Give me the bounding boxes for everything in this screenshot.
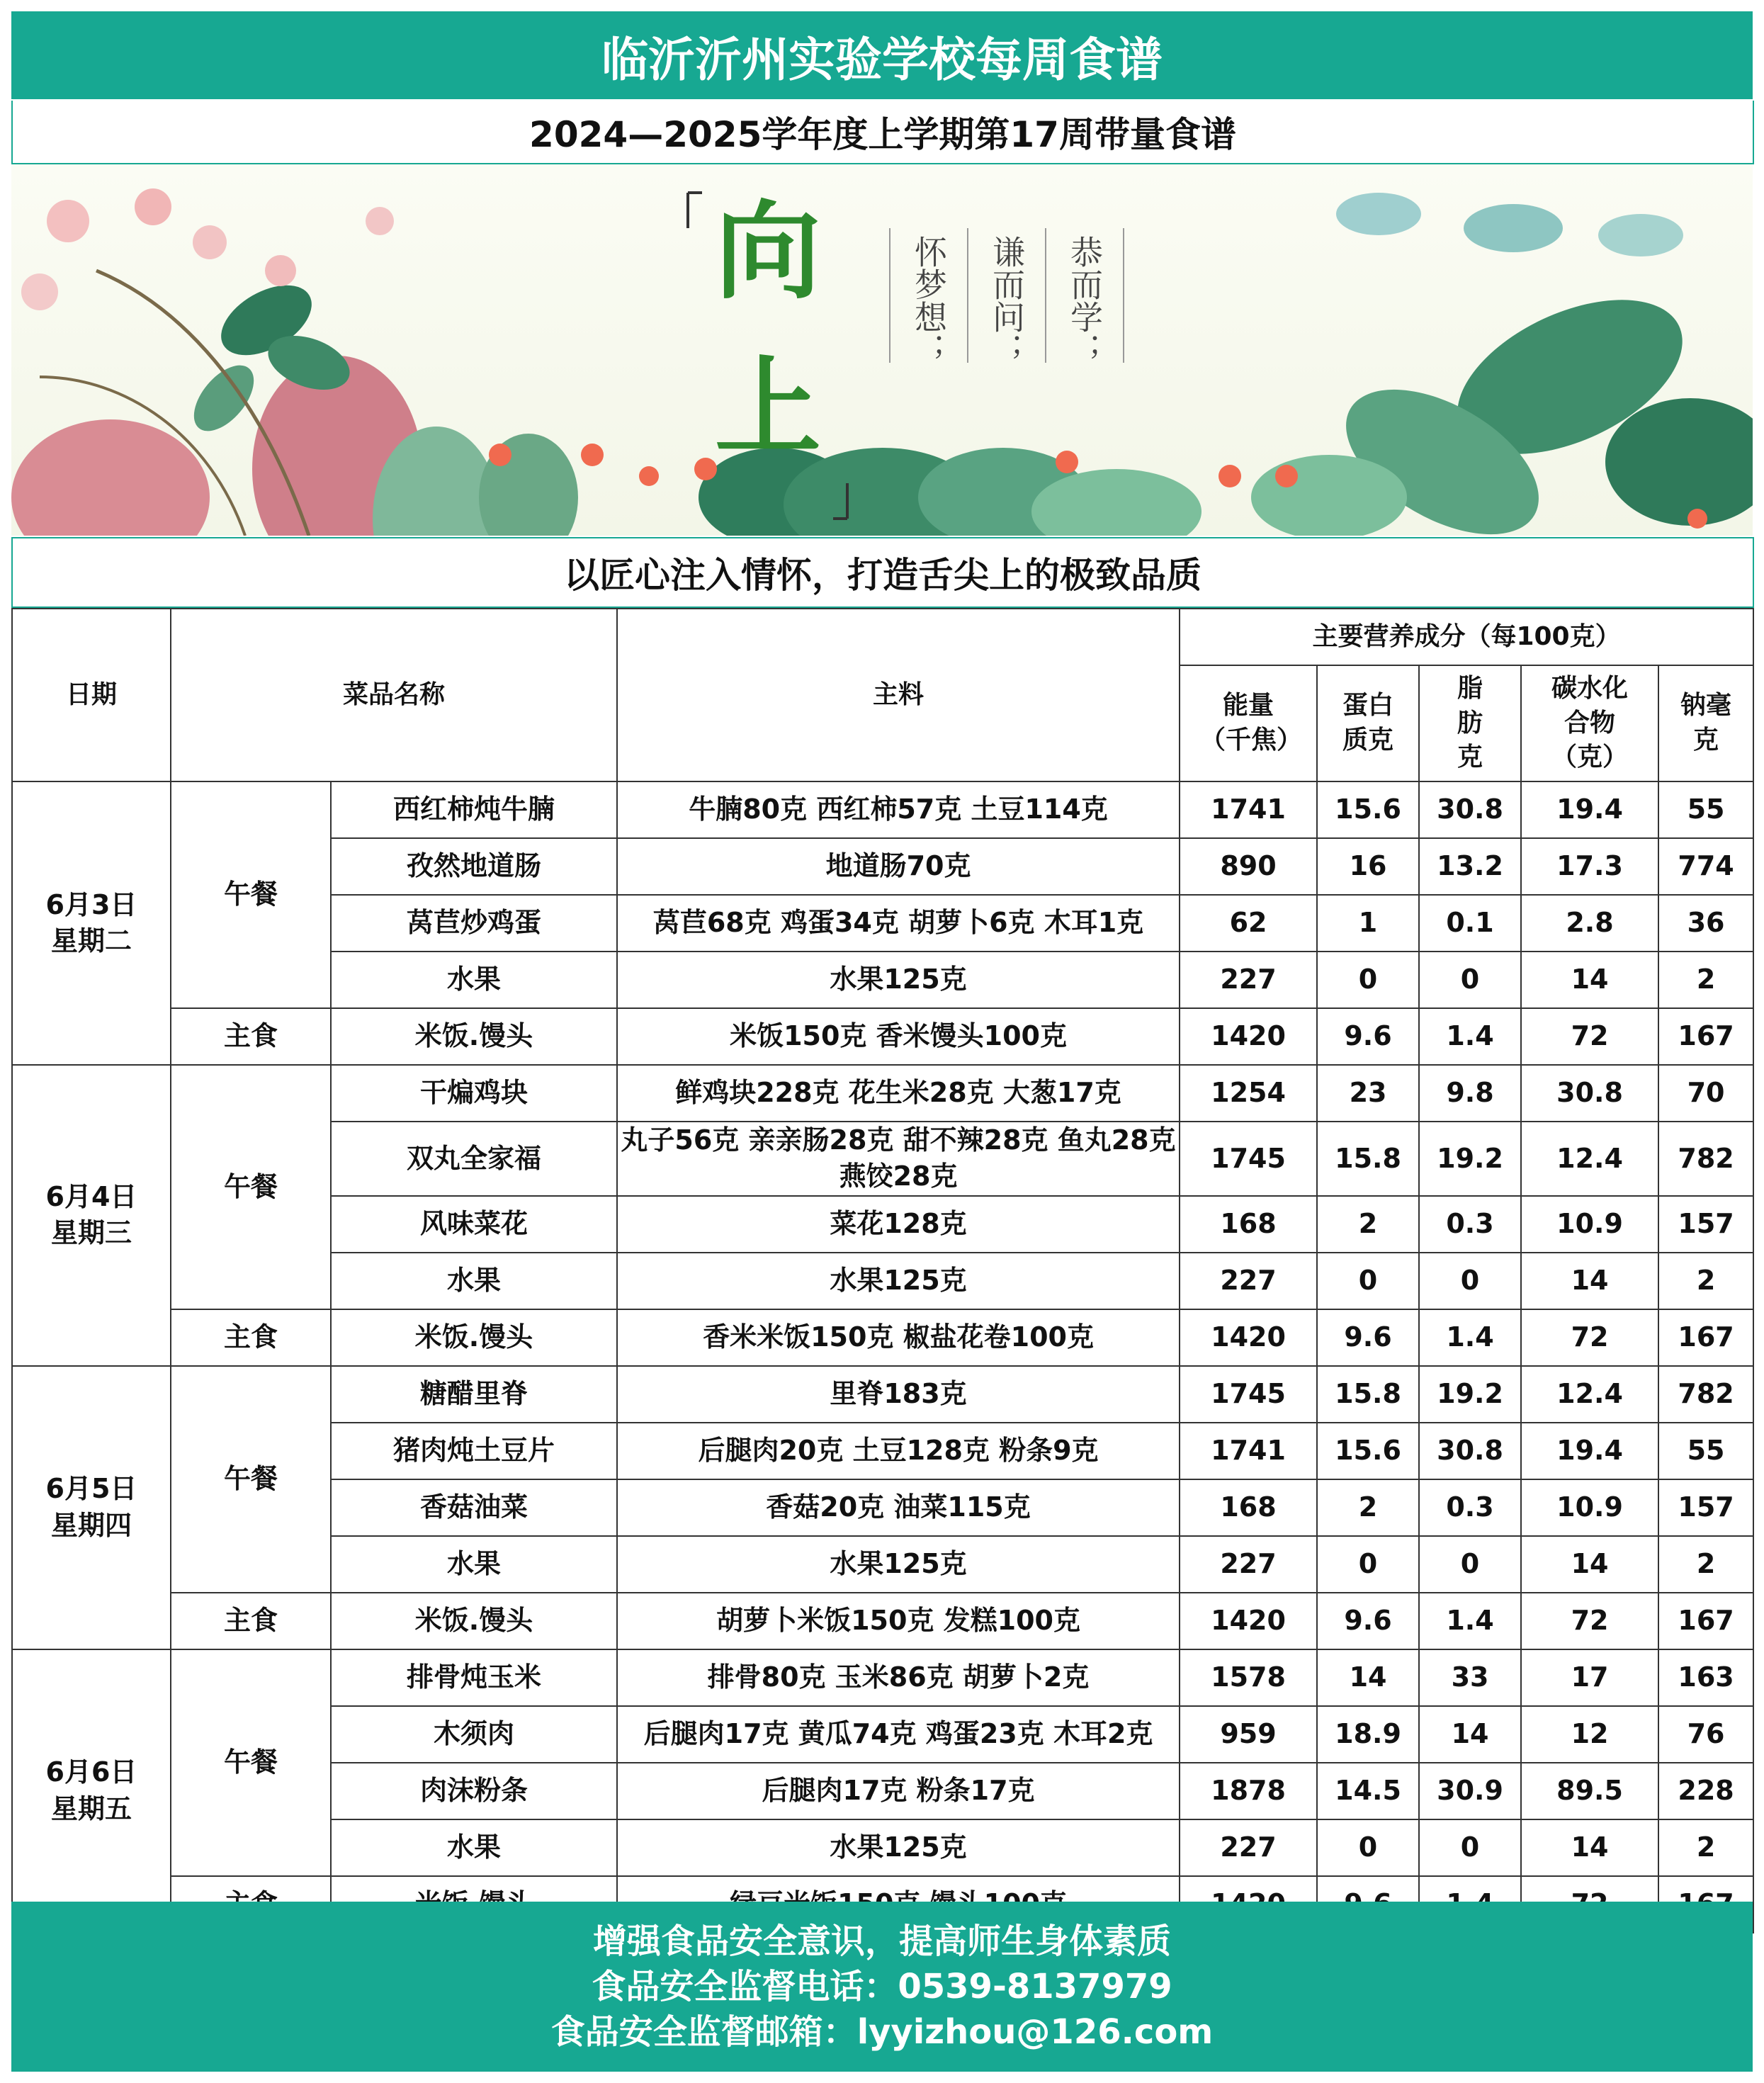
table-row (12, 1309, 1753, 1366)
sodium-value: 157 (1658, 1479, 1753, 1536)
protein-value: 0 (1317, 1819, 1419, 1876)
ingredients: 鲜鸡块228克 花生米28克 大葱17克 (617, 1065, 1180, 1122)
meal-type-staple: 主食 (171, 1008, 331, 1065)
fat-value: 0.3 (1419, 1479, 1521, 1536)
sodium-value: 167 (1658, 1008, 1753, 1065)
day-weekday: 星期二 (50, 925, 132, 956)
dish-name: 肉沫粉条 (331, 1763, 617, 1819)
carbs-value: 12.4 (1521, 1366, 1658, 1423)
dish-name: 水果 (331, 952, 617, 1008)
ingredients: 水果125克 (617, 1253, 1180, 1309)
sodium-value: 163 (1658, 1649, 1753, 1706)
meal-type-staple: 主食 (171, 1309, 331, 1366)
menu-table-body (12, 781, 1753, 1933)
day-weekday: 星期五 (50, 1793, 132, 1824)
table-row (12, 781, 1753, 838)
fat-value: 0 (1419, 1819, 1521, 1876)
day-date: 6月3日 (45, 888, 137, 920)
carbs-value: 12 (1521, 1706, 1658, 1763)
fat-value: 9.8 (1419, 1065, 1521, 1122)
ingredients: 胡萝卜米饭150克 发糕100克 (617, 1593, 1180, 1649)
header-protein: 蛋白质克 (1317, 665, 1419, 781)
sodium-value: 55 (1658, 1423, 1753, 1479)
ingredients: 后腿肉17克 黄瓜74克 鸡蛋23克 木耳2克 (617, 1706, 1180, 1763)
energy-value: 227 (1180, 1536, 1317, 1593)
header-ingredients: 主料 (617, 609, 1180, 781)
slogan: 以匠心注入情怀，打造舌尖上的极致品质 (11, 537, 1754, 608)
meal-type-lunch: 午餐 (171, 781, 331, 1008)
ingredients: 水果125克 (617, 1536, 1180, 1593)
day-date-cell (12, 1065, 171, 1366)
header-fat: 脂肪克 (1419, 665, 1521, 781)
energy-value: 227 (1180, 1253, 1317, 1309)
sodium-value: 2 (1658, 952, 1753, 1008)
protein-value: 16 (1317, 838, 1419, 895)
protein-value: 15.6 (1317, 781, 1419, 838)
ingredients: 里脊183克 (617, 1366, 1180, 1423)
sodium-value: 774 (1658, 838, 1753, 895)
protein-value: 18.9 (1317, 1706, 1419, 1763)
ingredients: 后腿肉20克 土豆128克 粉条9克 (617, 1423, 1180, 1479)
protein-value: 15.6 (1317, 1423, 1419, 1479)
fat-value: 30.9 (1419, 1763, 1521, 1819)
table-row (12, 1065, 1753, 1122)
carbs-value: 10.9 (1521, 1479, 1658, 1536)
fat-value: 14 (1419, 1706, 1521, 1763)
carbs-value: 14 (1521, 1536, 1658, 1593)
header-date: 日期 (12, 609, 171, 781)
bracket-open-icon (688, 193, 702, 228)
energy-value: 1420 (1180, 1593, 1317, 1649)
ingredients: 香米米饭150克 椒盐花卷100克 (617, 1309, 1180, 1366)
dish-name: 干煸鸡块 (331, 1065, 617, 1122)
meal-type-lunch: 午餐 (171, 1649, 331, 1876)
meal-type-lunch: 午餐 (171, 1065, 331, 1309)
protein-value: 15.8 (1317, 1366, 1419, 1423)
energy-value: 168 (1180, 1196, 1317, 1253)
sodium-value: 782 (1658, 1366, 1753, 1423)
footer-line-2: 食品安全监督电话：0539-8137979 (592, 1967, 1172, 2006)
dish-name: 双丸全家福 (331, 1122, 617, 1196)
day-weekday: 星期三 (50, 1217, 132, 1249)
sodium-value: 2 (1658, 1536, 1753, 1593)
ingredients: 地道肠70克 (617, 838, 1180, 895)
dish-name: 排骨炖玉米 (331, 1649, 617, 1706)
sodium-value: 55 (1658, 781, 1753, 838)
ingredients: 水果125克 (617, 1819, 1180, 1876)
energy-value: 1578 (1180, 1649, 1317, 1706)
left-flowers-illustration (11, 188, 659, 536)
sodium-value: 167 (1658, 1309, 1753, 1366)
energy-value: 890 (1180, 838, 1317, 895)
protein-value: 0 (1317, 1536, 1419, 1593)
header-carbs: 碳水化合物（克） (1521, 665, 1658, 781)
dish-name: 孜然地道肠 (331, 838, 617, 895)
protein-value: 9.6 (1317, 1008, 1419, 1065)
meal-type-staple: 主食 (171, 1593, 331, 1649)
fat-value: 0.1 (1419, 895, 1521, 952)
energy-value: 168 (1180, 1479, 1317, 1536)
header-nutrition-group: 主要营养成分（每100克） (1180, 609, 1753, 665)
fat-value: 33 (1419, 1649, 1521, 1706)
sodium-value: 2 (1658, 1253, 1753, 1309)
header-sodium: 钠毫克 (1658, 665, 1753, 781)
ingredients: 排骨80克 玉米86克 胡萝卜2克 (617, 1649, 1180, 1706)
day-date-cell (12, 781, 171, 1065)
sodium-value: 782 (1658, 1122, 1753, 1196)
banner (11, 164, 1753, 536)
footer-line-3: 食品安全监督邮箱：lyyizhou@126.com (550, 2012, 1214, 2052)
poem-column-2: 谦而问； (988, 235, 1026, 366)
energy-value: 1745 (1180, 1122, 1317, 1196)
energy-value: 959 (1180, 1706, 1317, 1763)
ingredients: 牛腩80克 西红柿57克 土豆114克 (617, 781, 1180, 838)
energy-value: 1745 (1180, 1366, 1317, 1423)
ingredients: 香菇20克 油菜115克 (617, 1479, 1180, 1536)
fat-value: 0 (1419, 1253, 1521, 1309)
protein-value: 1 (1317, 895, 1419, 952)
banner-big-char-2: 上 (714, 346, 822, 470)
sodium-value: 70 (1658, 1065, 1753, 1122)
carbs-value: 2.8 (1521, 895, 1658, 952)
page-title: 临沂沂州实验学校每周食谱 (11, 11, 1753, 99)
energy-value: 1741 (1180, 781, 1317, 838)
fat-value: 1.4 (1419, 1309, 1521, 1366)
energy-value: 1878 (1180, 1763, 1317, 1819)
dish-name: 香菇油菜 (331, 1479, 617, 1536)
ingredients: 丸子56克 亲亲肠28克 甜不辣28克 鱼丸28克 燕饺28克 (617, 1122, 1180, 1196)
ingredients: 米饭150克 香米馒头100克 (617, 1008, 1180, 1065)
carbs-value: 14 (1521, 1819, 1658, 1876)
protein-value: 14 (1317, 1649, 1419, 1706)
dish-name: 米饭.馒头 (331, 1309, 617, 1366)
dish-name: 水果 (331, 1819, 617, 1876)
protein-value: 0 (1317, 1253, 1419, 1309)
protein-value: 15.8 (1317, 1122, 1419, 1196)
day-weekday: 星期四 (50, 1509, 132, 1541)
day-date: 6月4日 (45, 1181, 137, 1212)
energy-value: 1420 (1180, 1309, 1317, 1366)
sodium-value: 36 (1658, 895, 1753, 952)
dish-name: 风味菜花 (331, 1196, 617, 1253)
fat-value: 1.4 (1419, 1008, 1521, 1065)
carbs-value: 89.5 (1521, 1763, 1658, 1819)
header-energy: 能量（千焦） (1180, 665, 1317, 781)
carbs-value: 17 (1521, 1649, 1658, 1706)
menu-sheet (11, 11, 1753, 2072)
protein-value: 14.5 (1317, 1763, 1419, 1819)
poem-column-3: 怀梦想； (910, 235, 948, 366)
ingredients: 菜花128克 (617, 1196, 1180, 1253)
day-date-cell (12, 1649, 171, 1933)
fat-value: 1.4 (1419, 1593, 1521, 1649)
sodium-value: 2 (1658, 1819, 1753, 1876)
banner-illustration (11, 164, 1753, 536)
day-date: 6月6日 (45, 1756, 137, 1788)
sodium-value: 76 (1658, 1706, 1753, 1763)
dish-name: 木须肉 (331, 1706, 617, 1763)
dish-name: 水果 (331, 1253, 617, 1309)
energy-value: 1420 (1180, 1008, 1317, 1065)
fat-value: 30.8 (1419, 1423, 1521, 1479)
energy-value: 62 (1180, 895, 1317, 952)
day-date: 6月5日 (45, 1473, 137, 1505)
protein-value: 2 (1317, 1196, 1419, 1253)
carbs-value: 72 (1521, 1309, 1658, 1366)
carbs-value: 72 (1521, 1593, 1658, 1649)
ingredients: 莴苣68克 鸡蛋34克 胡萝卜6克 木耳1克 (617, 895, 1180, 952)
dish-name: 莴苣炒鸡蛋 (331, 895, 617, 952)
dish-name: 米饭.馒头 (331, 1593, 617, 1649)
protein-value: 9.6 (1317, 1593, 1419, 1649)
protein-value: 2 (1317, 1479, 1419, 1536)
carbs-value: 12.4 (1521, 1122, 1658, 1196)
fat-value: 0 (1419, 1536, 1521, 1593)
carbs-value: 19.4 (1521, 781, 1658, 838)
header-dish: 菜品名称 (171, 609, 617, 781)
fat-value: 0 (1419, 952, 1521, 1008)
protein-value: 23 (1317, 1065, 1419, 1122)
sodium-value: 157 (1658, 1196, 1753, 1253)
dish-name: 猪肉炖土豆片 (331, 1423, 617, 1479)
day-date-cell (12, 1366, 171, 1649)
table-row (12, 1649, 1753, 1706)
table-row (12, 1593, 1753, 1649)
ingredients: 水果125克 (617, 952, 1180, 1008)
ingredients: 后腿肉17克 粉条17克 (617, 1763, 1180, 1819)
fat-value: 0.3 (1419, 1196, 1521, 1253)
page-subtitle: 2024—2025学年度上学期第17周带量食谱 (11, 101, 1754, 164)
protein-value: 0 (1317, 952, 1419, 1008)
dish-name: 水果 (331, 1536, 617, 1593)
carbs-value: 19.4 (1521, 1423, 1658, 1479)
banner-big-char-1: 向 (714, 191, 822, 314)
fat-value: 13.2 (1419, 838, 1521, 895)
meal-type-lunch: 午餐 (171, 1366, 331, 1593)
footer-line-1: 增强食品安全意识，提高师生身体素质 (592, 1921, 1171, 1961)
carbs-value: 10.9 (1521, 1196, 1658, 1253)
table-row (12, 1366, 1753, 1423)
fat-value: 30.8 (1419, 781, 1521, 838)
footer (11, 1902, 1753, 2072)
energy-value: 1741 (1180, 1423, 1317, 1479)
carbs-value: 14 (1521, 952, 1658, 1008)
poem-column-1: 恭而学； (1065, 235, 1104, 366)
dish-name: 西红柿炖牛腩 (331, 781, 617, 838)
carbs-value: 17.3 (1521, 838, 1658, 895)
dish-name: 糖醋里脊 (331, 1366, 617, 1423)
menu-table (11, 608, 1754, 1934)
energy-value: 227 (1180, 1819, 1317, 1876)
carbs-value: 30.8 (1521, 1065, 1658, 1122)
carbs-value: 14 (1521, 1253, 1658, 1309)
fat-value: 19.2 (1419, 1122, 1521, 1196)
carbs-value: 72 (1521, 1008, 1658, 1065)
protein-value: 9.6 (1317, 1309, 1419, 1366)
fat-value: 19.2 (1419, 1366, 1521, 1423)
table-row (12, 1008, 1753, 1065)
energy-value: 227 (1180, 952, 1317, 1008)
dish-name: 米饭.馒头 (331, 1008, 617, 1065)
right-leaves-illustration (1251, 193, 1753, 536)
sodium-value: 167 (1658, 1593, 1753, 1649)
energy-value: 1254 (1180, 1065, 1317, 1122)
sodium-value: 228 (1658, 1763, 1753, 1819)
